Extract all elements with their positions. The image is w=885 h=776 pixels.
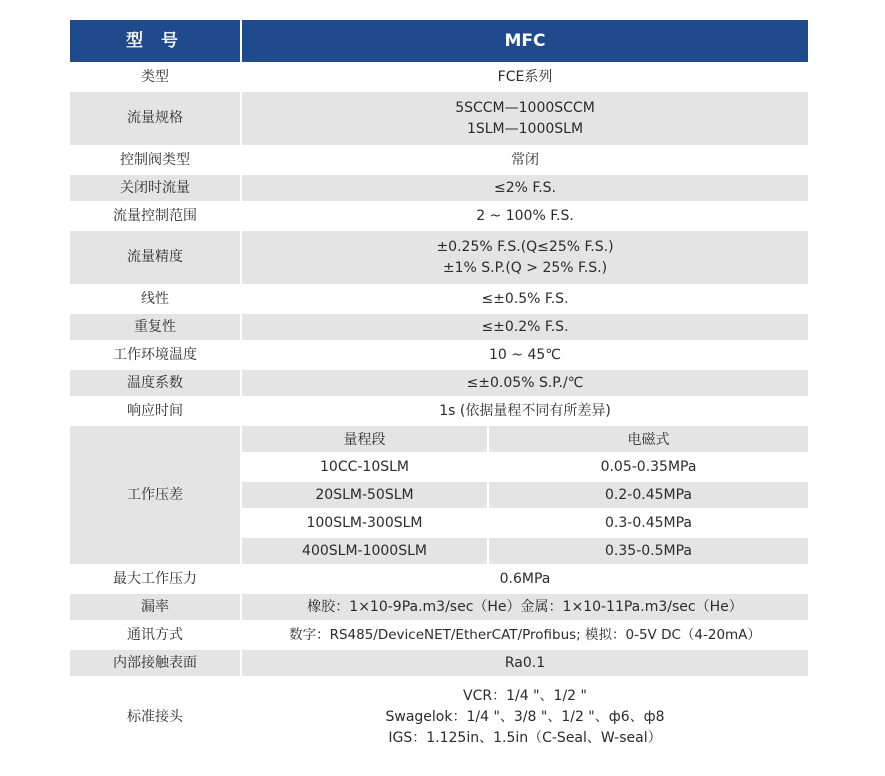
row-label: 标准接头 xyxy=(70,678,240,756)
table-row xyxy=(70,594,808,620)
row-label: 流量控制范围 xyxy=(70,203,240,229)
table-row xyxy=(70,398,808,424)
subtable-col-range: 量程段 xyxy=(242,426,487,452)
row-label: 线性 xyxy=(70,286,240,312)
table-row xyxy=(70,203,808,229)
row-label: 关闭时流量 xyxy=(70,175,240,201)
row-value: ≤2% F.S. xyxy=(242,175,808,201)
row-label: 通讯方式 xyxy=(70,622,240,648)
row-value: ≤±0.2% F.S. xyxy=(242,314,808,340)
table-row xyxy=(70,92,808,145)
range-cell: 20SLM-50SLM xyxy=(242,482,487,508)
subtable-row xyxy=(242,538,808,564)
table-row xyxy=(70,314,808,340)
table-header xyxy=(70,20,808,62)
row-label: 流量精度 xyxy=(70,231,240,284)
table-row xyxy=(70,175,808,201)
table-row xyxy=(70,622,808,648)
row-label: 控制阀类型 xyxy=(70,147,240,173)
row-value: 2 ~ 100% F.S. xyxy=(242,203,808,229)
subtable-row xyxy=(242,454,808,480)
value-line: Swagelok：1/4 "、3/8 "、1/2 "、ф6、ф8 xyxy=(385,708,665,725)
row-value: FCE系列 xyxy=(242,64,808,90)
table-row xyxy=(70,650,808,676)
range-cell: 400SLM-1000SLM xyxy=(242,538,487,564)
pressure-cell: 0.35-0.5MPa xyxy=(489,538,808,564)
row-label: 温度系数 xyxy=(70,370,240,396)
subtable-header xyxy=(242,426,808,452)
row-value: 数字：RS485/DeviceNET/EtherCAT/Profibus; 模拟：0-5V DC（4-20mA） xyxy=(242,622,808,648)
row-value: 10 ~ 45℃ xyxy=(242,342,808,368)
table-row xyxy=(70,64,808,90)
row-value: 常闭 xyxy=(242,147,808,173)
subtable-row xyxy=(242,482,808,508)
subtable-col-type: 电磁式 xyxy=(489,426,808,452)
table-row xyxy=(70,370,808,396)
pressure-cell: 0.2-0.45MPa xyxy=(489,482,808,508)
row-label: 类型 xyxy=(70,64,240,90)
value-line: 1SLM—1000SLM xyxy=(466,120,584,137)
table-row xyxy=(70,678,808,756)
pressure-diff-row xyxy=(70,426,808,564)
row-value: ≤±0.5% F.S. xyxy=(242,286,808,312)
table-row xyxy=(70,231,808,284)
row-label: 重复性 xyxy=(70,314,240,340)
value-line: VCR：1/4 "、1/2 " xyxy=(463,687,587,704)
header-model: MFC xyxy=(242,20,808,62)
row-label: 内部接触表面 xyxy=(70,650,240,676)
table-row xyxy=(70,147,808,173)
value-line: IGS：1.125in、1.5in（C-Seal、W-seal） xyxy=(388,729,662,746)
row-value: Ra0.1 xyxy=(242,650,808,676)
value-line: ±0.25% F.S.(Q≤25% F.S.) xyxy=(436,238,614,255)
table-row xyxy=(70,286,808,312)
row-value: 1s (依据量程不同有所差异) xyxy=(242,398,808,424)
row-label: 工作环境温度 xyxy=(70,342,240,368)
row-value xyxy=(242,231,808,284)
row-label: 流量规格 xyxy=(70,92,240,145)
row-label: 漏率 xyxy=(70,594,240,620)
range-cell: 100SLM-300SLM xyxy=(242,510,487,536)
row-value: 橡胶：1×10-9Pa.m3/sec（He）金属：1×10-11Pa.m3/sec（He） xyxy=(242,594,808,620)
value-line: 5SCCM—1000SCCM xyxy=(455,99,595,116)
row-label: 工作压差 xyxy=(70,426,240,564)
row-value: ≤±0.05% S.P./℃ xyxy=(242,370,808,396)
row-value xyxy=(242,678,808,756)
pressure-cell: 0.3-0.45MPa xyxy=(489,510,808,536)
spec-table xyxy=(70,20,808,758)
pressure-subtable xyxy=(242,426,808,564)
header-label: 型 号 xyxy=(70,20,240,62)
pressure-cell: 0.05-0.35MPa xyxy=(489,454,808,480)
subtable-row xyxy=(242,510,808,536)
table-row xyxy=(70,342,808,368)
value-line: ±1% S.P.(Q > 25% F.S.) xyxy=(442,259,608,276)
range-cell: 10CC-10SLM xyxy=(242,454,487,480)
row-value xyxy=(242,92,808,145)
table-row xyxy=(70,566,808,592)
row-label: 最大工作压力 xyxy=(70,566,240,592)
row-label: 响应时间 xyxy=(70,398,240,424)
row-value: 0.6MPa xyxy=(242,566,808,592)
